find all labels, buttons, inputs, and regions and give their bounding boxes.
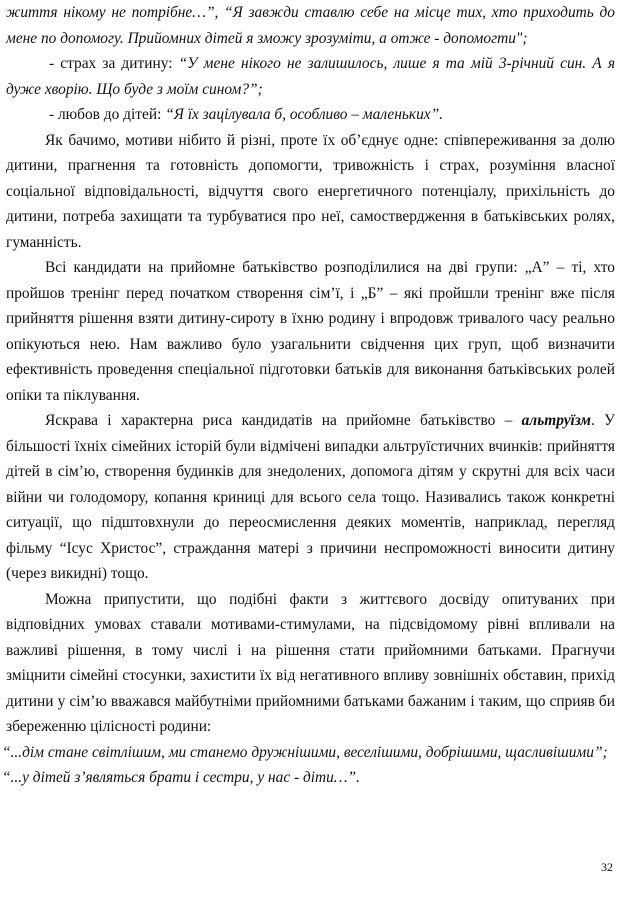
paragraph-candidate-groups: Всі кандидати на прийомне батьківство розподілилися на дві групи: „А” – ті, хто пройшов тренінг перед початком створення сім’ї, і „Б” – які пройшли тренінг вже після прийняття рішення взяти дитину-сироту в їхню родину і впродовж тривалого часу реально опікуються нею. Нам важливо було узагальнити свідчення цих груп, щоб визначити ефективність проведення спеціальної підготовки батьків для виконання батьківських ролей опіки та піклування. — [6, 259, 615, 404]
body-text — [2, 0, 616, 791]
motive-fear-label: - страх за дитину: — [49, 55, 179, 72]
altruism-emphasis: альтруїзм — [521, 412, 591, 429]
quote-home-brighter: “...дім стане світлішим, ми станемо дружнішими, веселішими, добрішими, щасливішими”; — [2, 743, 608, 761]
paragraph-life-experience: Можна припустити, що подібні факти з життєвого досвіду опитуваних при відповідних умовах ставали мотивами-стимулами, на підсвідомому рівні впливали на важливі рішення, в тому числі і на рішення стати прийомними батьками. Прагнучи зміцнити сімейні стосунки, захистити їх від негативного впливу зовнішніх обставин, прихід дитини у сім’ю вважався майбутніми прийомними батьками бажаним і таким, що сприяв би збереженню цілісності родини: — [6, 590, 615, 735]
motive-fear-item — [6, 51, 615, 102]
motive-love-item — [6, 102, 615, 128]
motive-love-label: - любов до дітей: — [49, 106, 166, 123]
paragraph-motives-summary: Як бачимо, мотиви нібито й різні, проте їх об’єднує одне: співпереживання за долю дитини, прагнення та готовність допомогти, тривожність і страх, розуміння власної соціальної відповідальності, відчуття свого енергетичного потенціалу, прихільність до дитини, потреба захищати та турбуватися про неї, самоствердження в батьківських ролях, гуманність. — [6, 131, 615, 251]
page-number: 32 — [601, 860, 613, 874]
altruism-intro: Яскрава і характерна риса кандидатів на прийомне батьківство – — [45, 412, 522, 429]
motive-love-quote: “Я їх зацілувала б, особливо – маленьких”. — [165, 106, 444, 123]
paragraph-altruism — [6, 408, 615, 587]
quote-siblings: “...у дітей з’являться брати і сестри, у нас - діти…”. — [2, 769, 360, 786]
altruism-body: . У більшості їхніх сімейних історій були відмічені випадки альтруїстичних вчинків: прийняття дітей в сім’ю, створення будинків для знедолених, допомога дітям у скрутні для всіх часи війни чи голодомору, копання криниці для всього села тощо. Називались також конкретні ситуації, що підштовхнули до переосмислення деяких моментів, наприклад, перегляд фільму “Ісус Христос”, страждання матері з причини неспроможності виносити дитину (через викидні) тощо. — [6, 412, 616, 582]
motive-fear-quote: “У мене нікого не залишилось, лише я та мій 3-річний син. А я дуже хворію. Що буде з моїм сином?”; — [6, 55, 615, 98]
quote-paragraph-continued: життя нікому не потрібне…”, “Я завжди ставлю себе на місце тих, хто приходить до мене по допомогу. Прийомних дітей я зможу зрозуміти, а отже - допомогти"; — [6, 4, 615, 47]
